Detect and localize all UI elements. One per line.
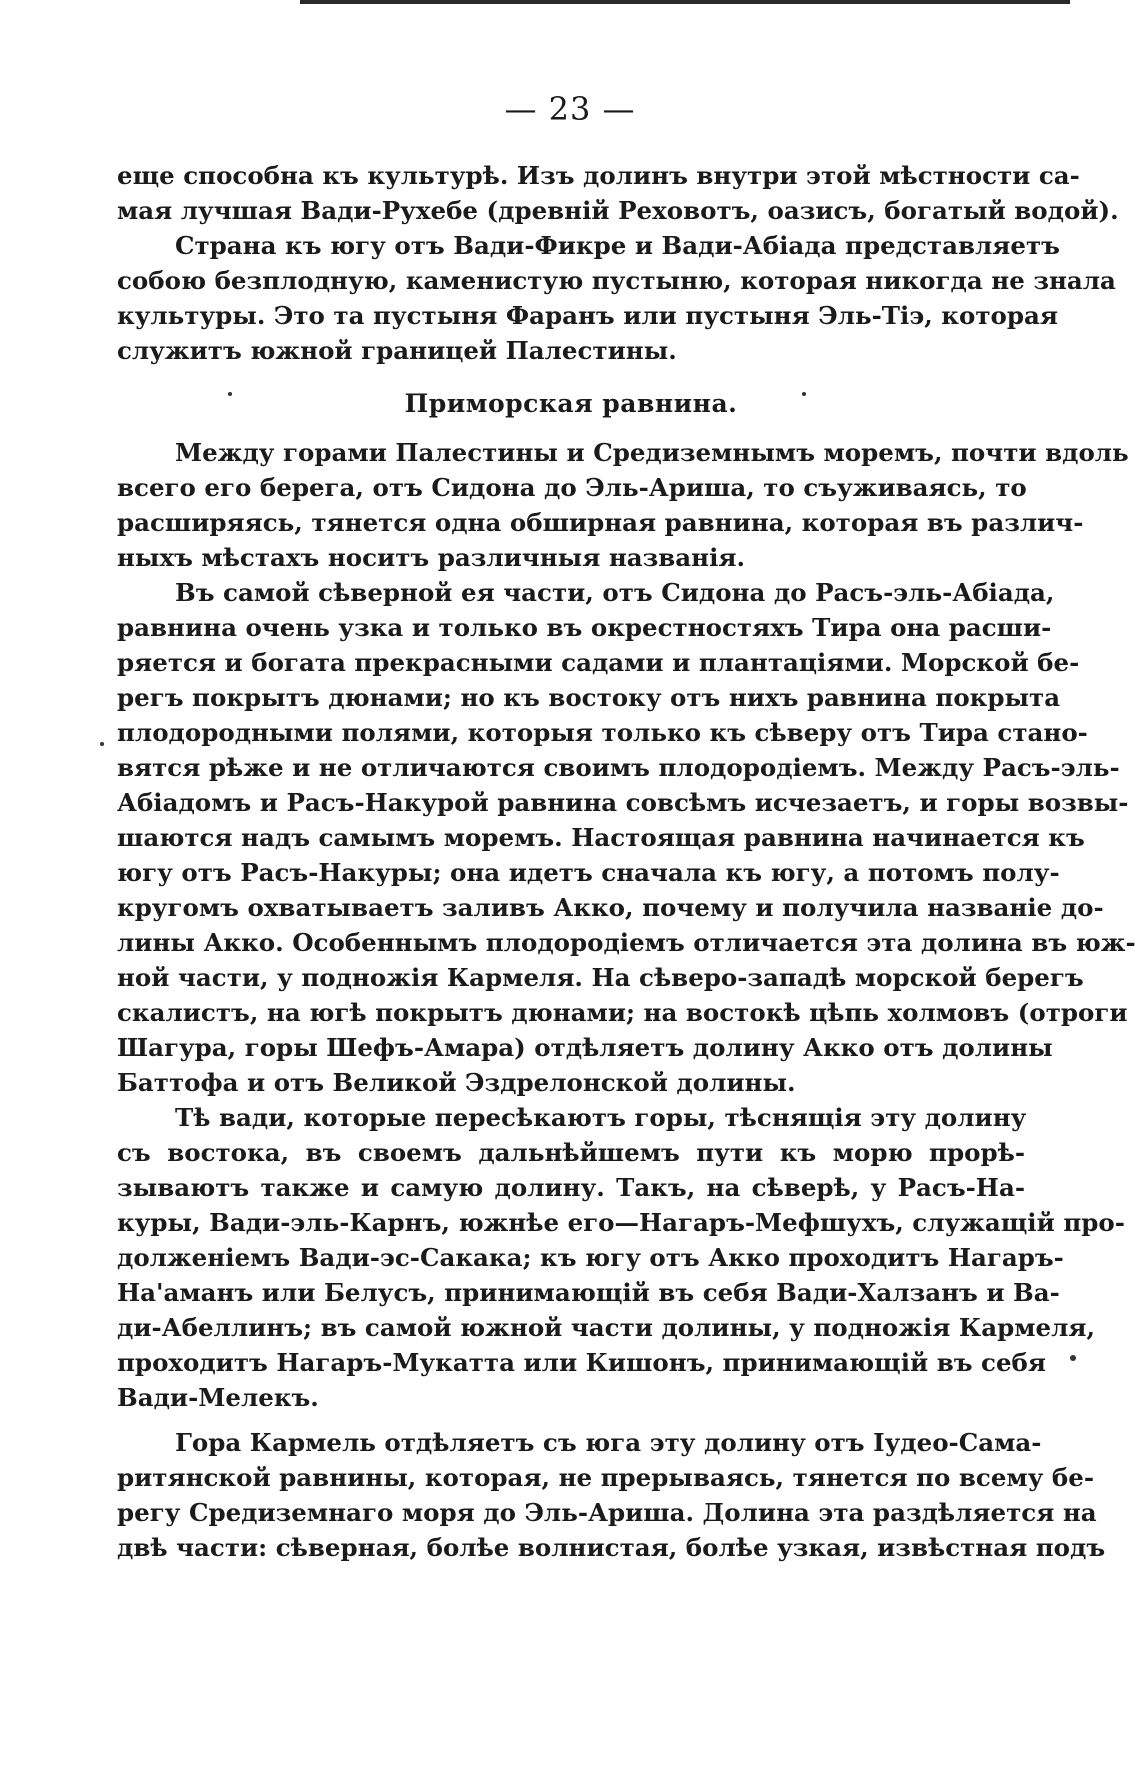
text-line: вятся рѣже и не отличаются своимъ плодородіемъ. Между Расъ-эль- [117, 753, 1120, 782]
paragraph-carmel [117, 1425, 1106, 1565]
text-line: служитъ южной границей Палестины. [117, 336, 677, 365]
text-line: Въ самой сѣверной ея части, отъ Сидона до Расъ-эль-Абіада, [175, 578, 1055, 607]
ink-speck [228, 392, 232, 396]
text-line: Гора Кармель отдѣляетъ съ юга эту долину отъ Іудео-Сама- [175, 1428, 1042, 1457]
text-line: ной части, у подножія Кармеля. На сѣверо-западѣ морской берегъ [117, 963, 1084, 992]
text-line: двѣ части: сѣверная, болѣе волнистая, болѣе узкая, извѣстная подъ [117, 1533, 1106, 1562]
paragraph-gap [117, 1415, 1025, 1425]
text-line: Страна къ югу отъ Вади-Фикре и Вади-Абіада представляетъ [175, 231, 1060, 260]
text-line: ряется и богата прекрасными садами и плантаціями. Морской бе- [117, 648, 1080, 677]
ink-speck [802, 392, 806, 396]
text-line: На'аманъ или Белусъ, принимающій въ себя Вади-Халзанъ и Ва- [117, 1278, 1060, 1307]
text-line: Баттофа и отъ Великой Эздрелонской долины. [117, 1068, 796, 1097]
ink-speck [1070, 1355, 1076, 1361]
text-line: регу Средиземнаго моря до Эль-Ариша. Долина эта раздѣляется на [117, 1498, 1097, 1527]
ink-speck [100, 742, 104, 746]
paragraph-desert [117, 228, 1116, 368]
text-line: регъ покрытъ дюнами; но къ востоку отъ нихъ равнина покрыта [117, 683, 1061, 712]
text-line: долженіемъ Вади-эс-Сакака; къ югу отъ Акко проходитъ Нагаръ- [117, 1243, 1064, 1272]
paragraph-wadis [117, 1100, 1125, 1415]
text-line: зываютъ также и самую долину. Такъ, на сѣверѣ, у Расъ-На- [117, 1173, 1025, 1202]
text-line: еще способна къ культурѣ. Изъ долинъ внутри этой мѣстности са- [117, 161, 1080, 190]
text-line: шаются надъ самымъ моремъ. Настоящая равнина начинается къ [117, 823, 1085, 852]
text-line: Абіадомъ и Расъ-Накурой равнина совсѣмъ исчезаетъ, и горы возвы- [117, 788, 1129, 817]
text-line: скалистъ, на югѣ покрытъ дюнами; на востокѣ цѣпь холмовъ (отроги [117, 998, 1128, 1027]
top-edge-rule [300, 0, 1070, 4]
text-line: съ востока, въ своемъ дальнѣйшемъ пути къ морю прорѣ- [117, 1138, 1025, 1167]
page-number: — 23 — [504, 90, 636, 128]
text-line: Между горами Палестины и Средиземнымъ моремъ, почти вдоль [175, 438, 1129, 467]
paragraph-coastal-plain [117, 435, 1129, 575]
text-line: собою безплодную, каменистую пустыню, которая никогда не знала [117, 266, 1116, 295]
text-line: ритянской равнины, которая, не прерываясь, тянется по всему бе- [117, 1463, 1095, 1492]
text-line: Тѣ вади, которые пересѣкаютъ горы, тѣснящія эту долину [175, 1103, 1027, 1132]
text-line: куры, Вади-эль-Карнъ, южнѣе его—Нагаръ-Мефшухъ, служащій про- [117, 1208, 1125, 1237]
text-line: ныхъ мѣстахъ носитъ различныя названія. [117, 543, 746, 572]
text-line: югу отъ Расъ-Накуры; она идетъ сначала къ югу, а потомъ полу- [117, 858, 1060, 887]
text-line: плодородными полями, которыя только къ сѣверу отъ Тира стано- [117, 718, 1088, 747]
text-line: равнина очень узка и только въ окрестностяхъ Тира она расши- [117, 613, 1052, 642]
text-line: мая лучшая Вади-Рухебе (древній Реховотъ, оазисъ, богатый водой). [117, 196, 1119, 225]
text-line: проходитъ Нагаръ-Мукатта или Кишонъ, принимающій въ себя [117, 1348, 1046, 1377]
text-line: всего его берега, отъ Сидона до Эль-Ариша, то съуживаясь, то [117, 473, 1027, 502]
paragraph-continuation [117, 158, 1119, 228]
text-line: культуры. Это та пустыня Фаранъ или пустыня Эль-Тіэ, которая [117, 301, 1058, 330]
text-line: ди-Абеллинъ; въ самой южной части долины, у подножія Кармеля, [117, 1313, 1095, 1342]
section-heading: Приморская равнина. [404, 389, 738, 418]
text-line: Вади-Мелекъ. [117, 1383, 319, 1412]
body-text [117, 158, 1136, 1565]
text-line: кругомъ охватываетъ заливъ Акко, почему и получила названіе до- [117, 893, 1104, 922]
paragraph-northern-part [117, 575, 1136, 1100]
text-line: Шагура, горы Шефъ-Амара) отдѣляетъ долину Акко отъ долины [117, 1033, 1053, 1062]
text-line: лины Акко. Особеннымъ плодородіемъ отличается эта долина въ юж- [117, 928, 1136, 957]
text-line: расширяясь, тянется одна обширная равнина, которая въ различ- [117, 508, 1084, 537]
